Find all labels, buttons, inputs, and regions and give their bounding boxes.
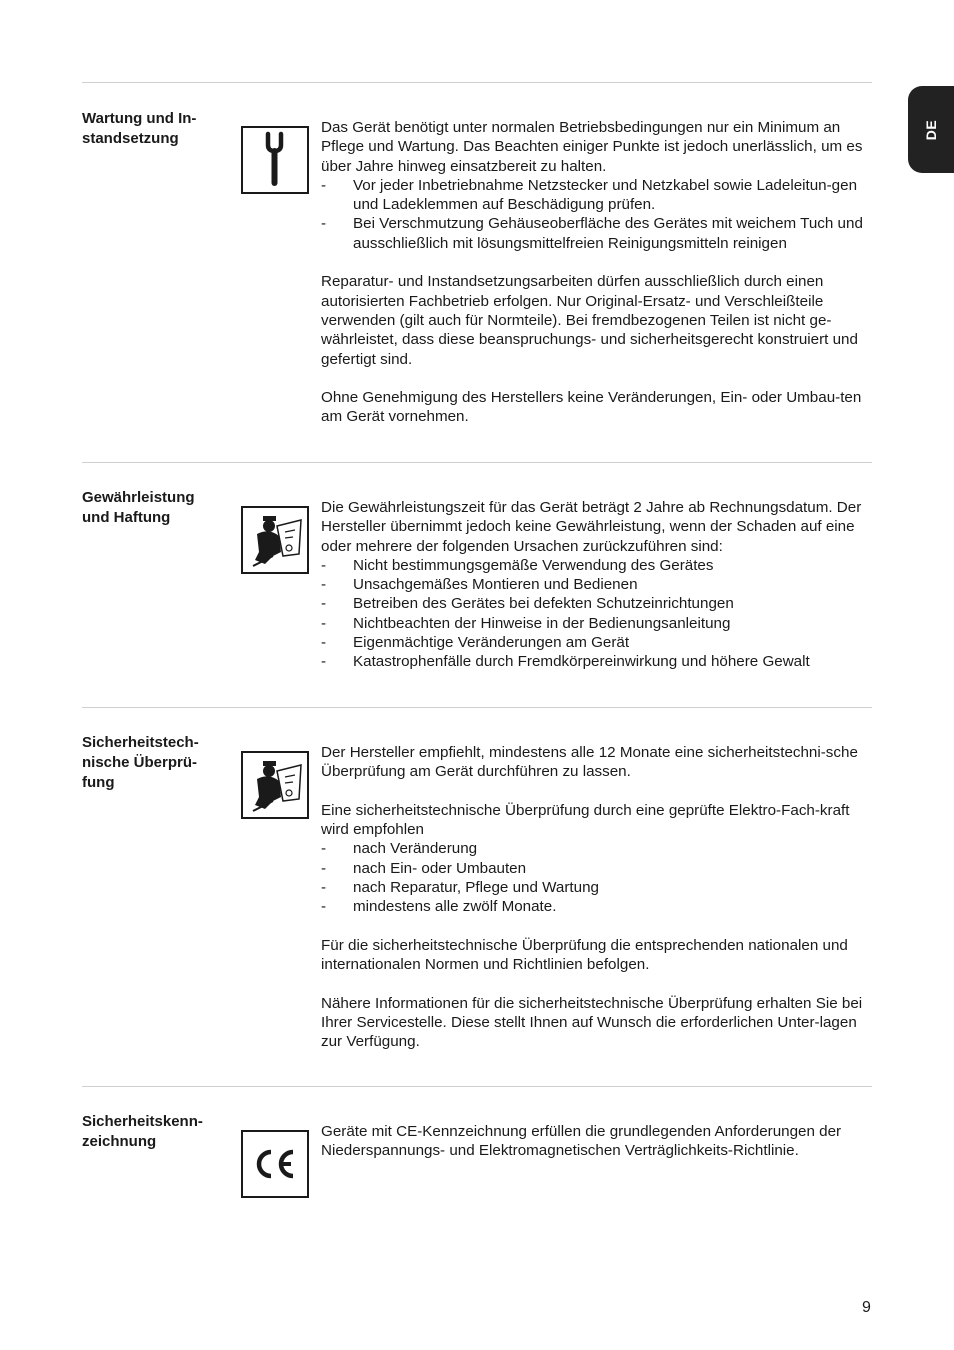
section-content-wartung [321,118,873,427]
section-heading-kennzeichnung: Sicherheitskenn- zeichnung [82,1113,203,1150]
list-item: - Nicht bestimmungsgemäße Verwendung des Gerätes [321,556,714,574]
paragraph: Nähere Informationen für die sicherheitstechnische Überprüfung erhalten Sie bei Ihrer Servicestelle. Diese stellt Ihnen auf Wunsch die erforderlichen Unter-lagen zur Verfügung. [321,994,863,1051]
paragraph: Geräte mit CE-Kennzeichnung erfüllen die grundlegenden Anforderungen der Niederspannungs- und Elektromagnetischen Verträglichkeits-Richtlinie. [321,1123,842,1160]
section-divider [82,462,872,463]
section-content-ueberpruefung [321,743,873,1052]
language-tab [908,86,954,173]
technician-icon [241,506,309,574]
list-item: - Katastrophenfälle durch Fremdkörpereinwirkung und höhere Gewalt [321,653,810,671]
technician-icon [241,751,309,819]
list-item: - Eigenmächtige Veränderungen am Gerät [321,634,630,652]
section-heading-gewaehrleistung: Gewährleistung und Haftung [82,489,195,526]
ce-mark-icon [241,1130,309,1198]
paragraph: Eine sicherheitstechnische Überprüfung durch eine geprüfte Elektro-Fach-kraft wird empfohlen [321,801,850,839]
list-item: - Bei Verschmutzung Gehäuseoberfläche des Gerätes mit weichem Tuch und ausschließlich mit lösungsmittelfreien Reinigungsmitteln reinigen [321,215,863,252]
paragraph: Das Gerät benötigt unter normalen Betriebsbedingungen nur ein Minimum an Pflege und Wartung. Das Beachten einiger Punkte ist jedoch unerlässlich, um es über Jahre hinweg einsatzbereit zu halten. [321,119,863,175]
language-tab-label: DE [923,119,939,140]
bullet-list [321,176,873,253]
paragraph: Reparatur- und Instandsetzungsarbeiten dürfen ausschließlich durch einen autorisierten Fachbetrieb erfolgen. Nur Original-Ersatz- und Verschleißteile verwenden (gilt auch für Normteile). Bei fremdbezogenen Teilen ist nicht ge-währleistet, dass diese beanspruchungs- und sicherheitsgerecht konstruiert und gefertigt sind. [321,273,858,368]
list-item: - nach Veränderung [321,840,478,858]
list-item: - Nichtbeachten der Hinweise in der Bedienungsanleitung [321,614,731,632]
list-item: - Betreiben des Gerätes bei defekten Schutzeinrichtungen [321,595,734,613]
paragraph: Die Gewährleistungszeit für das Gerät beträgt 2 Jahre ab Rechnungsdatum. Der Hersteller übernimmt jedoch keine Gewährleistung, wenn der Schaden auf eine oder mehrere der folgenden Ursachen zurückzuführen sind: [321,499,862,555]
page-number: 9 [862,1299,871,1316]
section-divider [82,707,872,708]
paragraph: Ohne Genehmigung des Herstellers keine Veränderungen, Ein- oder Umbau-ten am Gerät vornehmen. [321,389,862,426]
list-item: - Unsachgemäßes Montieren und Bedienen [321,576,638,594]
section-content-gewaehrleistung [321,498,873,672]
section-content-kennzeichnung [321,1122,873,1161]
paragraph: Für die sicherheitstechnische Überprüfung die entsprechenden nationalen und internationalen Normen und Richtlinien befolgen. [321,936,848,974]
bullet-list [321,556,873,672]
wrench-icon [241,126,309,194]
bullet-list [321,839,873,916]
list-item: - Vor jeder Inbetriebnahme Netzstecker und Netzkabel sowie Ladeleitun-gen und Ladeklemmen auf Beschädigung prüfen. [321,176,858,214]
section-heading-ueberpruefung: Sicherheitstech- nische Überprü- fung [82,734,199,791]
list-item: - nach Reparatur, Pflege und Wartung [321,879,599,897]
list-item: - mindestens alle zwölf Monate. [321,898,557,916]
list-item: - nach Ein- oder Umbauten [321,859,527,877]
section-heading-wartung: Wartung und In- standsetzung [82,110,197,147]
paragraph: Der Hersteller empfiehlt, mindestens alle 12 Monate eine sicherheitstechni-sche Überprüfung am Gerät durchführen zu lassen. [321,744,858,781]
section-divider [82,1086,872,1087]
section-divider [82,82,872,83]
